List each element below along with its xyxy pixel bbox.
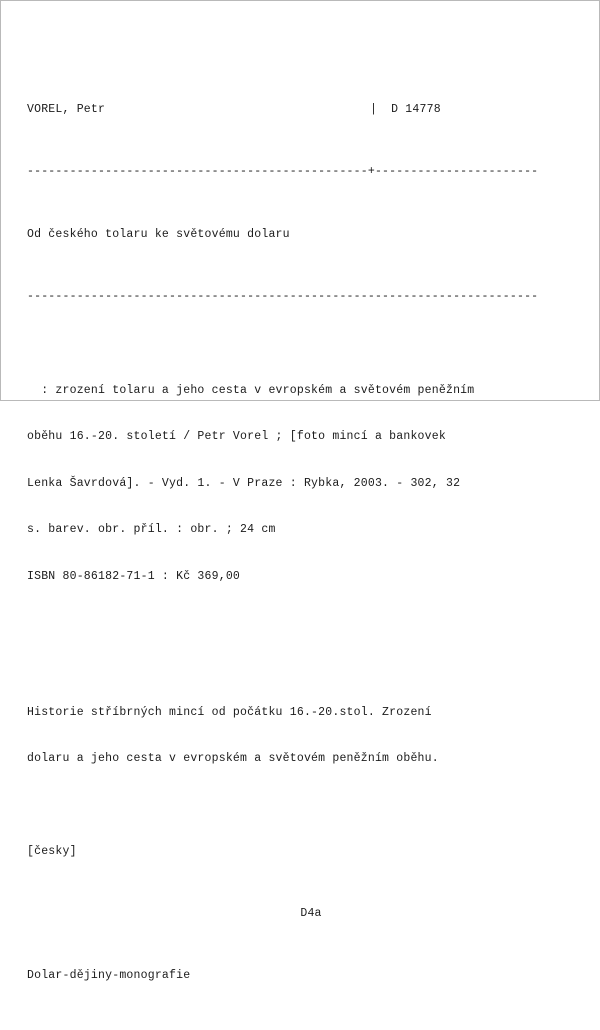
language-note: [česky] <box>27 845 77 858</box>
card-header-row <box>27 102 575 118</box>
divider-rule-top: ------------------------------------------------+----------------------- <box>27 164 539 178</box>
classification-code: D4a <box>300 907 322 920</box>
statement-line: oběhu 16.-20. století / Petr Vorel ; [foto mincí a bankovek <box>27 430 446 443</box>
card-content <box>27 55 575 1030</box>
statement-line: : zrození tolaru a jeho cesta v evropském a světovém peněžním <box>27 383 475 397</box>
call-number-divider: | <box>370 102 378 116</box>
call-number: D 14778 <box>391 102 441 116</box>
subject-heading: Dolar-dějiny-monografie <box>27 969 191 982</box>
statement-line: s. barev. obr. příl. : obr. ; 24 cm <box>27 523 276 536</box>
summary-note-line: Historie stříbrných mincí od počátku 16.-20.stol. Zrození <box>27 705 432 719</box>
author-heading: VOREL, Petr <box>27 102 106 116</box>
summary-note-line: dolaru a jeho cesta v evropském a světovém peněžním oběhu. <box>27 752 439 765</box>
isbn-price-line: ISBN 80-86182-71-1 : Kč 369,00 <box>27 569 241 583</box>
summary-note <box>27 674 575 798</box>
divider-rule-second: ------------------------------------------------------------------------ <box>27 289 539 303</box>
statement-of-responsibility <box>27 352 575 616</box>
title-statement: Od českého tolaru ke světovému dolaru <box>27 227 290 241</box>
statement-line: Lenka Šavrdová]. - Vyd. 1. - V Praze : Rybka, 2003. - 302, 32 <box>27 476 461 490</box>
